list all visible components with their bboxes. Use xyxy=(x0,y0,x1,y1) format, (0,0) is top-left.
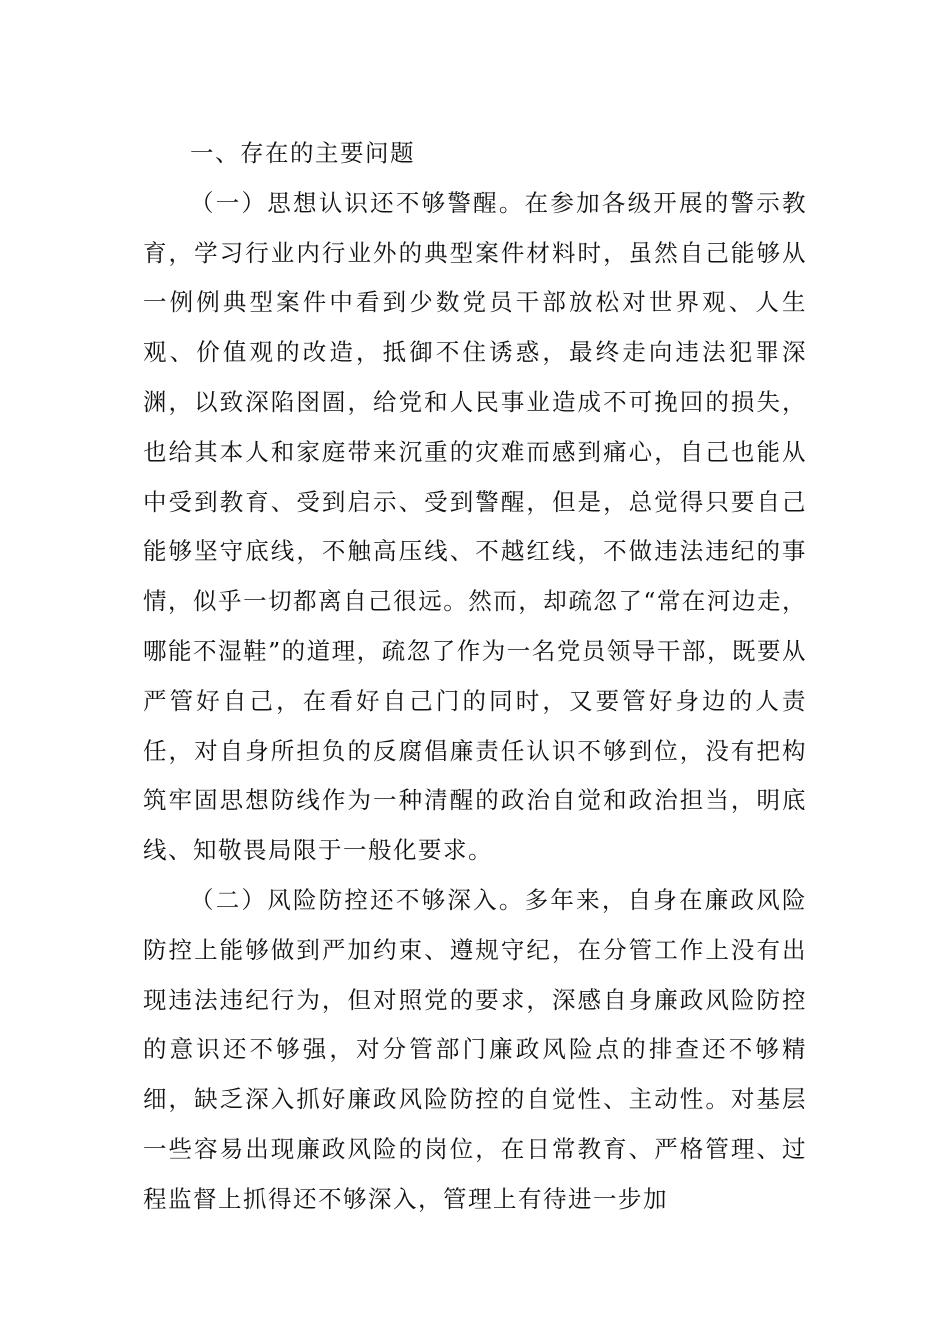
document-body xyxy=(143,129,807,1225)
paragraph-risk-control: （二）风险防控还不够深入。多年来，自身在廉政风险防控上能够做到严加约束、遵规守纪，在分管工作上没有出现违法违纪行为，但对照党的要求，深感自身廉政风险防控的意识还不够强，对分管部门廉政风险点的排查还不够精细，缺乏深入抓好廉政风险防控的自觉性、主动性。对基层一些容易出现廉政风险的岗位，在日常教育、严格管理、过程监督上抓得还不够深入，管理上有待进一步加 xyxy=(143,885,807,1213)
paragraph-thinking-awareness: （一）思想认识还不够警醒。在参加各级开展的警示教育，学习行业内行业外的典型案件材料时，虽然自己能够从一例例典型案件中看到少数党员干部放松对世界观、人生观、价值观的改造，抵御不住诱惑，最终走向违法犯罪深渊，以致深陷囹圄，给党和人民事业造成不可挽回的损失，也给其本人和家庭带来沉重的灾难而感到痛心，自己也能从中受到教育、受到启示、受到警醒，但是，总觉得只要自己能够坚守底线，不触高压线、不越红线，不做违法违纪的事情，似乎一切都离自己很远。然而，却疏忽了“常在河边走，哪能不湿鞋”的道理，疏忽了作为一名党员领导干部，既要从严管好自己，在看好自己门的同时，又要管好身边的人责任，对自身所担负的反腐倡廉责任认识不够到位，没有把构筑牢固思想防线作为一种清醒的政治自觉和政治担当，明底线、知敬畏局限于一般化要求。 xyxy=(143,188,807,865)
section-heading: 一、存在的主要问题 xyxy=(190,139,415,167)
